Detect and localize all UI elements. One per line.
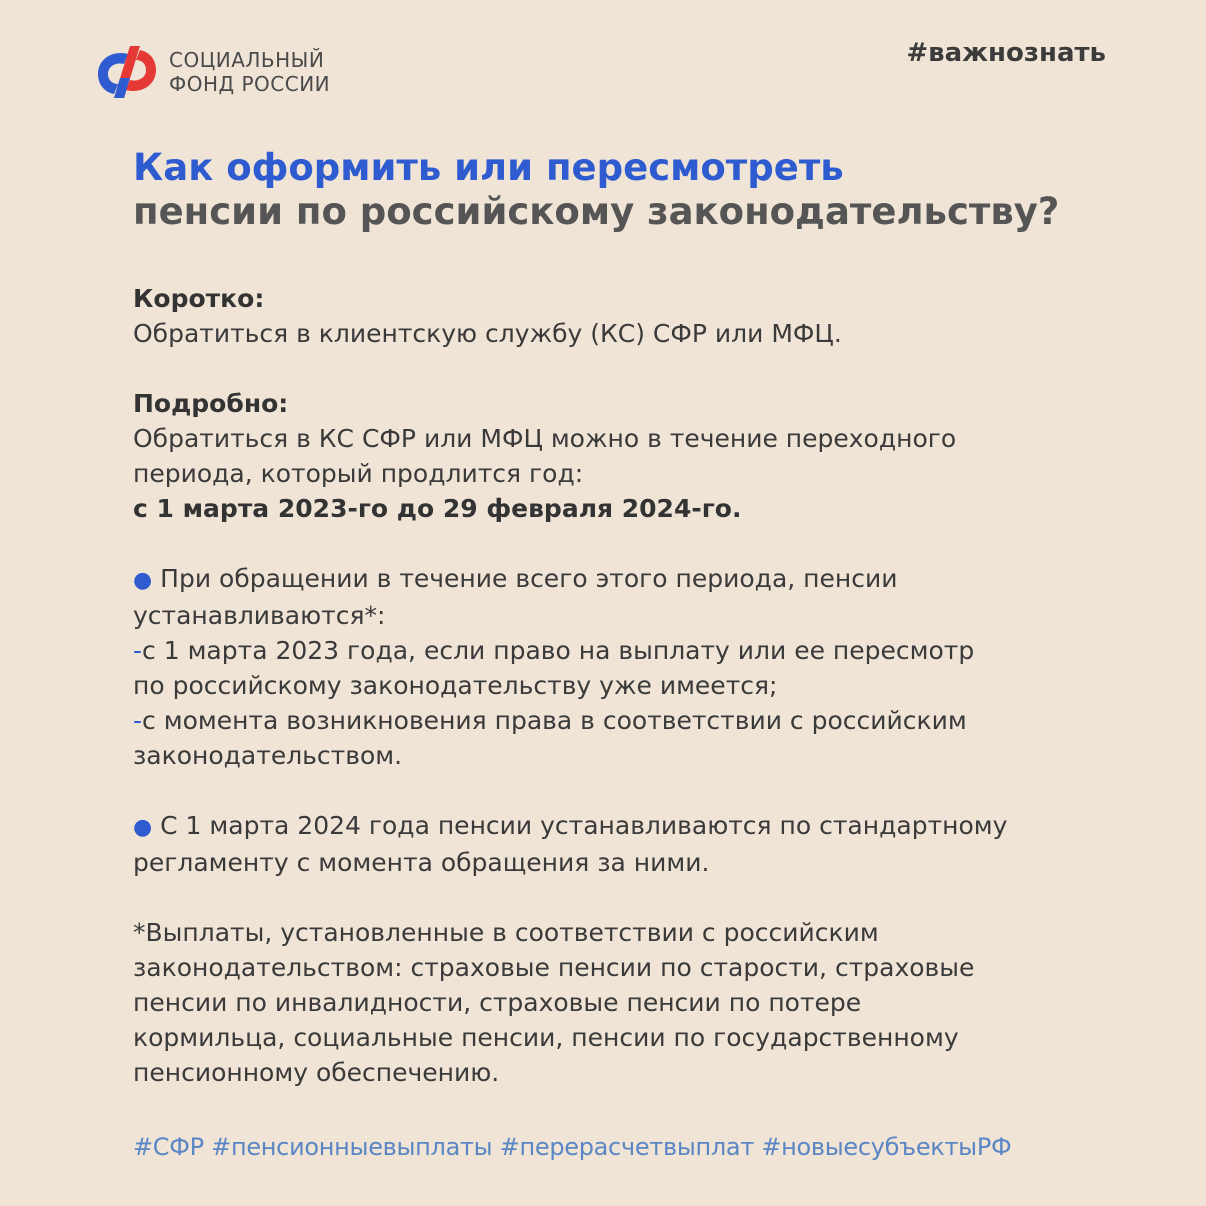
details-period: с 1 марта 2023-го до 29 февраля 2024-го. [133, 494, 742, 523]
footnote-line2: законодательством: страховые пенсии по старости, страховые [133, 953, 975, 982]
brand-logo [94, 42, 354, 102]
details-text-line2: периода, который продлится год: [133, 459, 584, 488]
page-title [133, 146, 1183, 234]
main-content [133, 281, 1133, 1090]
dash-icon: - [133, 636, 143, 665]
title-line1: Как оформить или пересмотреть [133, 146, 844, 189]
bullet-icon: ● [133, 815, 153, 840]
brand-name [169, 48, 330, 96]
bullet2-line2: регламенту с момента обращения за ними. [133, 848, 710, 877]
bullet1-line1: ● При обращении в течение всего этого периода, пенсии [133, 564, 898, 593]
brand-line2: ФОНД РОССИИ [169, 72, 331, 96]
details-text-line1: Обратиться в КС СФР или МФЦ можно в течение переходного [133, 424, 957, 453]
short-heading: Коротко: [133, 284, 265, 313]
dash-icon: - [133, 706, 143, 735]
short-text: Обратиться в клиентскую службу (КС) СФР или МФЦ. [133, 319, 842, 348]
footnote-line4: кормильца, социальные пенсии, пенсии по государственному [133, 1023, 959, 1052]
details-heading: Подробно: [133, 389, 289, 418]
footnote-line5: пенсионному обеспечению. [133, 1058, 500, 1087]
bullet1-line2: устанавливаются*: [133, 601, 386, 630]
sfr-logo-icon [94, 44, 160, 100]
brand-line1: СОЦИАЛЬНЫЙ [169, 48, 325, 72]
dash2-line2: законодательством. [133, 741, 403, 770]
bullet-icon: ● [133, 568, 153, 593]
footnote-line3: пенсии по инвалидности, страховые пенсии по потере [133, 988, 862, 1017]
dash1-line2: по российскому законодательству уже имеется; [133, 671, 778, 700]
hashtags-bottom: #СФР #пенсионныевыплаты #перерасчетвыплат #новыесубъектыРФ [133, 1133, 1012, 1161]
footnote-line1: *Выплаты, установленные в соответствии с российским [133, 918, 879, 947]
title-line2: пенсии по российскому законодательству? [133, 190, 1060, 233]
hashtag-top: #важнознать [906, 38, 1106, 68]
bullet2-line1: ● С 1 марта 2024 года пенсии устанавливаются по стандартному [133, 811, 1008, 840]
dash2-line1: -с момента возникновения права в соответствии с российским [133, 706, 967, 735]
dash1-line1: -с 1 марта 2023 года, если право на выплату или ее пересмотр [133, 636, 975, 665]
